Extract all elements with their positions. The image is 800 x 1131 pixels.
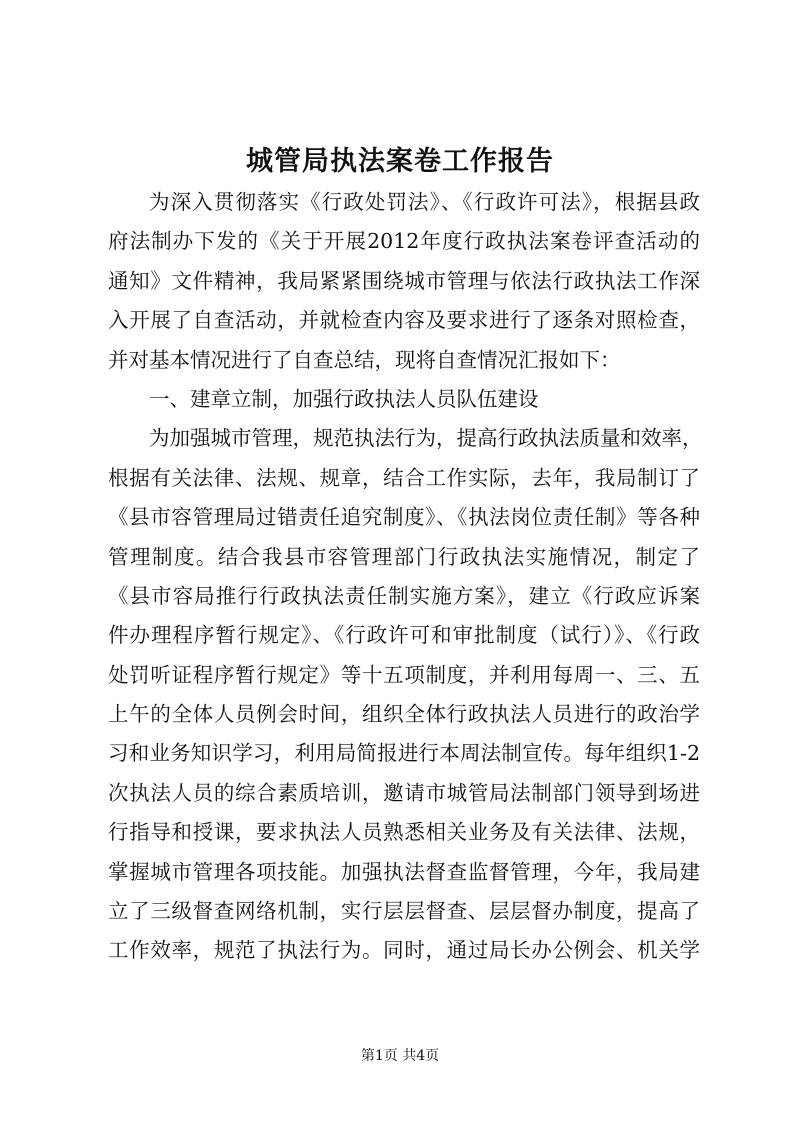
paragraph-3-line-6: 件办理程序暂行规定》、《行政许可和审批制度（试行）》、《行政 — [108, 623, 700, 648]
paragraph-3-line-14: 工作效率，规范了执法行为。同时，通过局长办公例会、机关学 — [108, 938, 700, 963]
paragraph-1-line-1: 为深入贯彻落实《行政处罚法》、《行政许可法》，根据县政 — [149, 190, 700, 214]
paragraph-3-line-2: 根据有关法律、法规、规章，结合工作实际，去年，我局制订了 — [108, 465, 700, 490]
paragraph-1-line-5: 并对基本情况进行了自查总结，现将自查情况汇报如下： — [108, 347, 621, 372]
paragraph-3-line-9: 习和业务知识学习，利用局简报进行本周法制宣传。每年组织1-2 — [108, 741, 700, 766]
paragraph-3-line-11: 行指导和授课，要求执法人员熟悉相关业务及有关法律、法规， — [108, 820, 700, 845]
document-title: 城管局执法案卷工作报告 — [246, 146, 554, 177]
paragraph-3-line-12: 掌握城市管理各项技能。加强执法督查监督管理，今年，我局建 — [108, 859, 700, 884]
paragraph-1-line-3: 通知》文件精神，我局紧紧围绕城市管理与依法行政执法工作深 — [108, 268, 700, 293]
paragraph-3-line-8: 上午的全体人员例会时间，组织全体行政执法人员进行的政治学 — [108, 702, 700, 727]
paragraph-3-line-1: 为加强城市管理，规范执法行为，提高行政执法质量和效率， — [149, 426, 703, 451]
paragraph-3-line-7: 处罚听证程序暂行规定》等十五项制度，并利用每周一、三、五 — [108, 662, 700, 687]
paragraph-1-line-2: 府法制办下发的《关于开展2012年度行政执法案卷评查活动的 — [108, 229, 700, 254]
page-footer: 第1页 共4页 — [360, 1048, 440, 1064]
document-body — [108, 183, 703, 971]
paragraph-3-line-5: 《县市容局推行行政执法责任制实施方案》，建立《行政应诉案 — [108, 583, 700, 608]
paragraph-3-line-4: 管理制度。结合我县市容管理部门行政执法实施情况，制定了 — [108, 544, 700, 569]
section-heading-1: 一、建章立制，加强行政执法人员队伍建设 — [149, 386, 539, 411]
paragraph-3-line-10: 次执法人员的综合素质培训，邀请市城管局法制部门领导到场进 — [108, 780, 700, 805]
paragraph-1-line-4: 入开展了自查活动，并就检查内容及要求进行了逐条对照检查， — [108, 308, 700, 333]
paragraph-3-line-13: 立了三级督查网络机制，实行层层督查、层层督办制度，提高了 — [108, 899, 700, 924]
paragraph-3-line-3: 《县市容管理局过错责任追究制度》、《执法岗位责任制》等各种 — [108, 505, 700, 530]
